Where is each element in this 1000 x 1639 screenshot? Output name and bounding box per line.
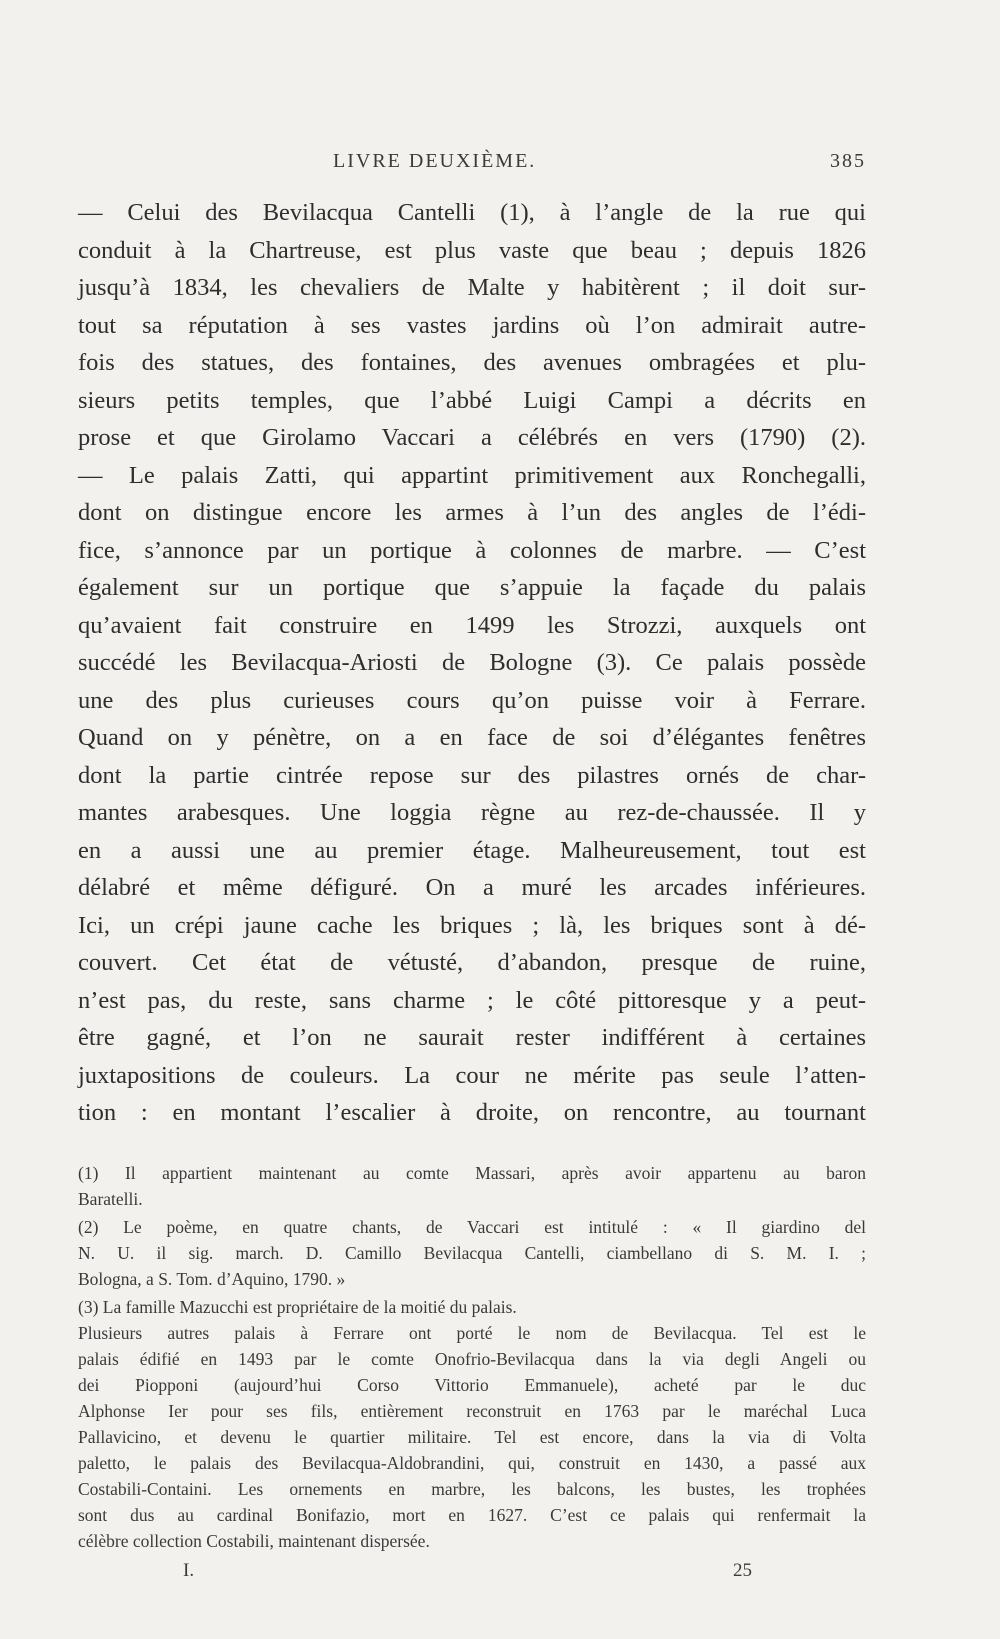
body-line: délabré et même défiguré. On a muré les arcades inférieures. xyxy=(78,874,866,901)
footnote-line: célèbre collection Costabili, maintenant dispersée. xyxy=(78,1531,430,1551)
body-line: jusqu’à 1834, les chevaliers de Malte y habitèrent ; il doit sur- xyxy=(78,274,866,301)
body-line: — Celui des Bevilacqua Cantelli (1), à l’angle de la rue qui xyxy=(78,199,866,226)
footnote-line: (1) Il appartient maintenant au comte Massari, après avoir appartenu au baron xyxy=(78,1163,866,1183)
body-line: tout sa réputation à ses vastes jardins où l’on admirait autre- xyxy=(78,311,866,339)
footnote-line: (2) Le poème, en quatre chants, de Vaccari est intitulé : « Il giardino del xyxy=(78,1217,866,1237)
footnote-line: paletto, le palais des Bevilacqua-Aldobrandini, qui, construit en 1430, a passé aux xyxy=(78,1453,866,1473)
footnote-line: (3) La famille Mazucchi est propriétaire de la moitié du palais. xyxy=(78,1297,517,1317)
signature-mark: I. xyxy=(183,1560,195,1581)
page-header xyxy=(78,150,866,180)
footnote-line: Alphonse Ier pour ses fils, entièrement reconstruit en 1763 par le maréchal Luca xyxy=(78,1401,866,1421)
body-line: — Le palais Zatti, qui appartint primitivement aux Ronchegalli, xyxy=(78,461,866,489)
body-line: sieurs petits temples, que l’abbé Luigi Campi a décrits en xyxy=(78,386,866,414)
body-line: tion : en montant l’escalier à droite, on rencontre, au tournant xyxy=(78,1099,866,1126)
body-line: en a aussi une au premier étage. Malheureusement, tout est xyxy=(78,836,866,864)
footnote-line: Bologna, a S. Tom. d’Aquino, 1790. » xyxy=(78,1269,346,1289)
page-number: 385 xyxy=(830,150,866,172)
body-line: couvert. Cet état de vétusté, d’abandon, presque de ruine, xyxy=(78,949,866,976)
body-line: conduit à la Chartreuse, est plus vaste que beau ; depuis 1826 xyxy=(78,236,866,264)
footnote-line: Costabili-Containi. Les ornements en marbre, les balcons, les bustes, les trophées xyxy=(78,1479,866,1499)
footnotes xyxy=(78,1160,866,1554)
running-title: LIVRE DEUXIÈME. xyxy=(333,150,537,172)
footnote-line: palais édifié en 1493 par le comte Onofrio-Bevilacqua dans la via degli Angeli ou xyxy=(78,1349,866,1369)
footnote-line: sont dus au cardinal Bonifazio, mort en 1627. C’est ce palais qui renfermait la xyxy=(78,1505,866,1525)
body-line: juxtapositions de couleurs. La cour ne mérite pas seule l’atten- xyxy=(78,1061,866,1089)
body-line: Ici, un crépi jaune cache les briques ; là, les briques sont à dé- xyxy=(78,911,866,939)
footnote-line: Plusieurs autres palais à Ferrare ont porté le nom de Bevilacqua. Tel est le xyxy=(78,1323,866,1343)
body-line: qu’avaient fait construire en 1499 les Strozzi, auxquels ont xyxy=(78,611,866,639)
body-line: fois des statues, des fontaines, des avenues ombragées et plu- xyxy=(78,349,866,376)
footnote-line: N. U. il sig. march. D. Camillo Bevilacqua Cantelli, ciambellano di S. M. I. ; xyxy=(78,1243,866,1263)
footnote-line: Pallavicino, et devenu le quartier militaire. Tel est encore, dans la via di Volta xyxy=(78,1427,866,1447)
footnote-line: Baratelli. xyxy=(78,1189,143,1209)
sheet-number: 25 xyxy=(733,1560,752,1581)
body-line: n’est pas, du reste, sans charme ; le côté pittoresque y a peut- xyxy=(78,986,866,1014)
page-footer xyxy=(78,1560,866,1586)
body-line: également sur un portique que s’appuie la façade du palais xyxy=(78,574,866,601)
body-line: Quand on y pénètre, on a en face de soi d’élégantes fenêtres xyxy=(78,724,866,751)
footnote-line: dei Piopponi (aujourd’hui Corso Vittorio Emmanuele), acheté par le duc xyxy=(78,1375,866,1395)
body-line: prose et que Girolamo Vaccari a célébrés en vers (1790) (2). xyxy=(78,424,866,451)
body-line: dont la partie cintrée repose sur des pilastres ornés de char- xyxy=(78,761,866,789)
body-line: dont on distingue encore les armes à l’un des angles de l’édi- xyxy=(78,499,866,526)
body-line: fice, s’annonce par un portique à colonnes de marbre. — C’est xyxy=(78,536,866,564)
body-line: une des plus curieuses cours qu’on puisse voir à Ferrare. xyxy=(78,686,866,714)
body-line: être gagné, et l’on ne saurait rester indifférent à certaines xyxy=(78,1024,866,1051)
body-line: succédé les Bevilacqua-Ariosti de Bologne (3). Ce palais possède xyxy=(78,649,866,676)
body-line: mantes arabesques. Une loggia règne au rez-de-chaussée. Il y xyxy=(78,799,866,826)
body-text xyxy=(78,194,866,1132)
